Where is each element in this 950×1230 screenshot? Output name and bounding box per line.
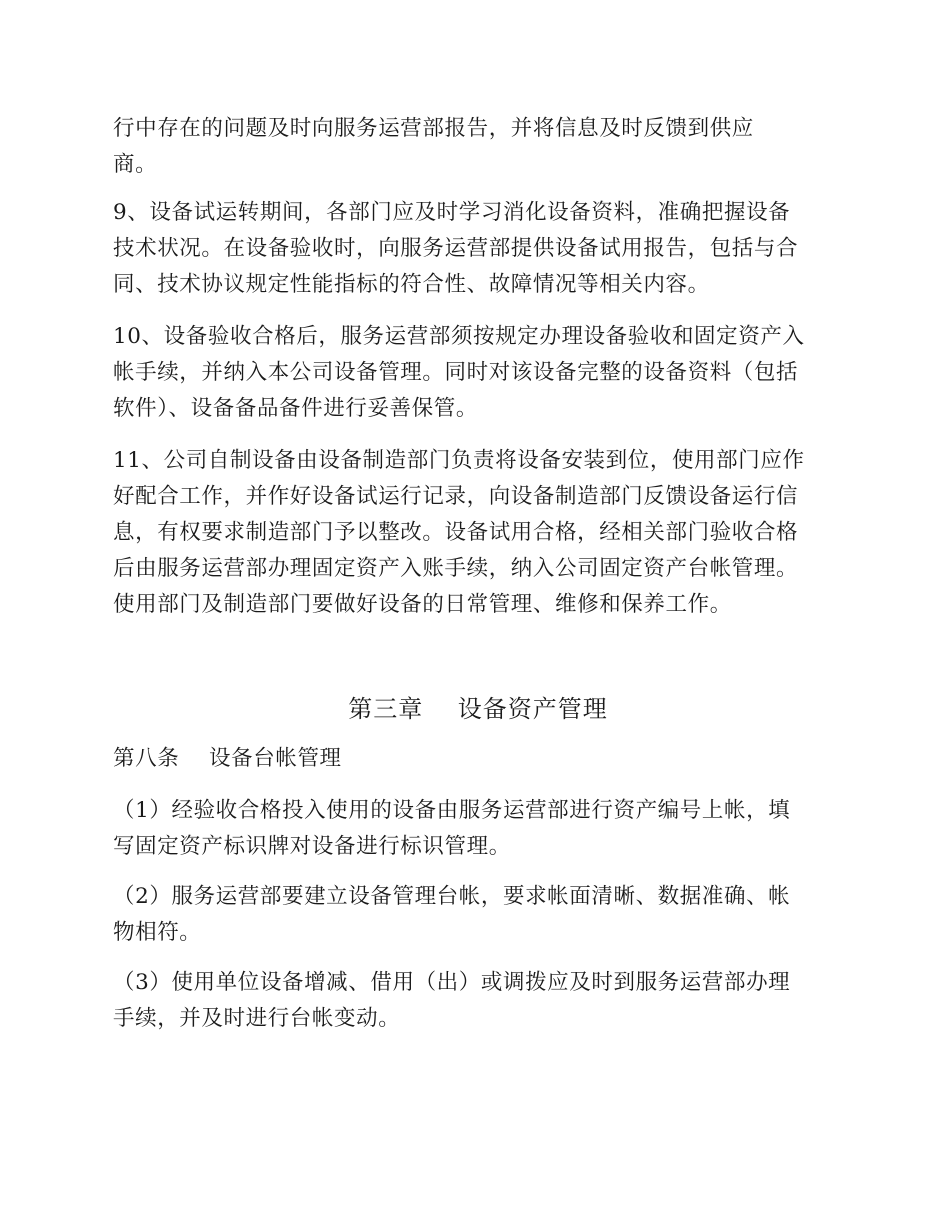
text-line: （3）使用单位设备增减、借用（出）或调拨应及时到服务运营部办理 xyxy=(113,970,791,995)
paragraph-continuation xyxy=(113,111,843,183)
text-line: 同、技术协议规定性能指标的符合性、故障情况等相关内容。 xyxy=(113,272,710,297)
text-line: 9、设备试运转期间，各部门应及时学习消化设备资料，准确把握设备 xyxy=(113,200,791,225)
list-item-3 xyxy=(113,965,843,1037)
text-line: 物相符。 xyxy=(113,920,202,945)
text-line: 写固定资产标识牌对设备进行标识管理。 xyxy=(113,834,511,859)
text-line: 行中存在的问题及时向服务运营部报告，并将信息及时反馈到供应 xyxy=(113,116,754,141)
text-line: 技术状况。在设备验收时，向服务运营部提供设备试用报告，包括与合 xyxy=(113,236,799,261)
paragraph-item-11 xyxy=(113,443,843,623)
text-line: 好配合工作，并作好设备试运行记录，向设备制造部门反馈设备运行信 xyxy=(113,484,799,509)
text-line: 11、公司自制设备由设备制造部门负责将设备安装到位，使用部门应作 xyxy=(113,448,805,473)
text-line: 手续，并及时进行台帐变动。 xyxy=(113,1006,401,1031)
text-line: 商。 xyxy=(113,152,158,177)
text-line: 10、设备验收合格后，服务运营部须按规定办理设备验收和固定资产入 xyxy=(113,324,805,349)
chapter-title: 第三章 设备资产管理 xyxy=(348,695,608,723)
text-line: （2）服务运营部要建立设备管理台帐，要求帐面清晰、数据准确、帐 xyxy=(113,884,791,909)
list-item-2 xyxy=(113,879,843,951)
paragraph-item-9 xyxy=(113,195,843,303)
text-line: 后由服务运营部办理固定资产入账手续，纳入公司固定资产台帐管理。 xyxy=(113,556,799,581)
list-item-1 xyxy=(113,793,843,865)
document-page xyxy=(113,111,843,1051)
article-title: 第八条 设备台帐管理 xyxy=(113,746,342,771)
text-line: 帐手续，并纳入本公司设备管理。同时对该设备完整的设备资料（包括 xyxy=(113,360,799,385)
text-line: （1）经验收合格投入使用的设备由服务运营部进行资产编号上帐，填 xyxy=(113,798,791,823)
paragraph-item-10 xyxy=(113,319,843,427)
text-line: 息，有权要求制造部门予以整改。设备试用合格，经相关部门验收合格 xyxy=(113,520,799,545)
text-line: 软件）、设备备品备件进行妥善保管。 xyxy=(113,396,478,421)
text-line: 使用部门及制造部门要做好设备的日常管理、维修和保养工作。 xyxy=(113,592,732,617)
